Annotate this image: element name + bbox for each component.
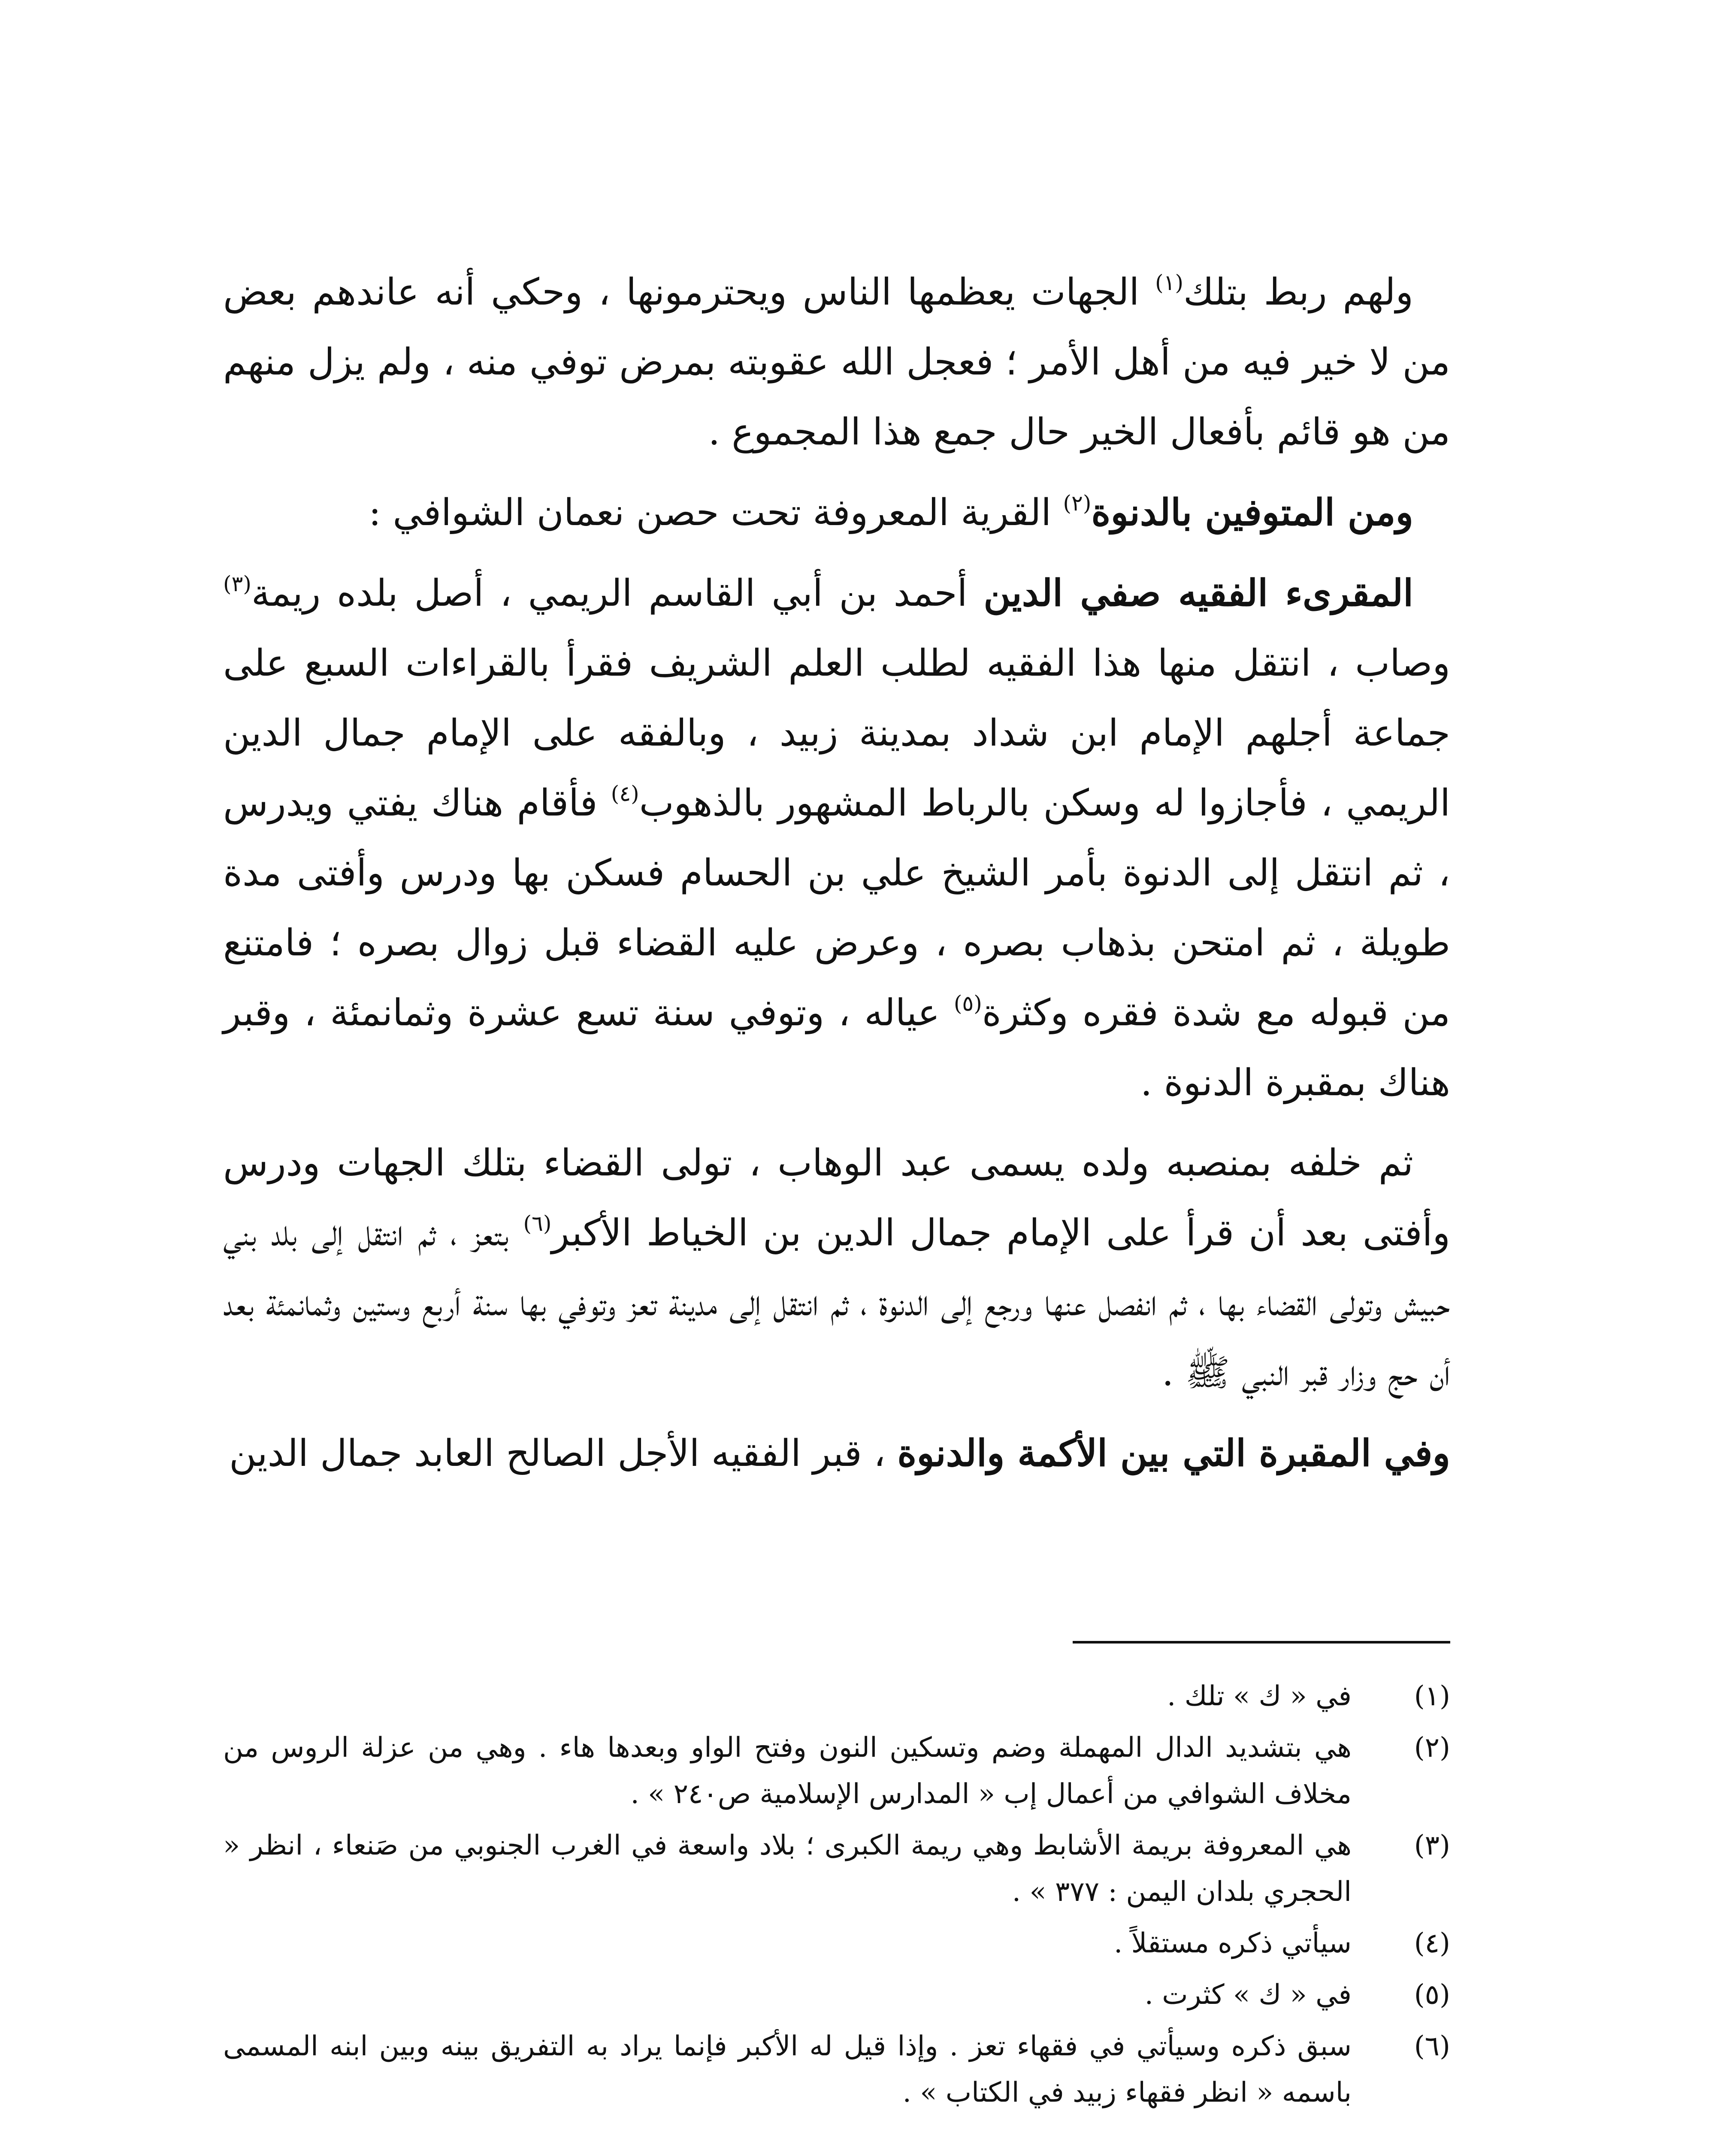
paragraph-3-text-a: أحمد بن أبي القاسم الريمي ، أصل بلده ريمة bbox=[251, 572, 984, 615]
paragraph-2 bbox=[223, 477, 1450, 548]
footnote-text: في « ك » تلك . bbox=[1167, 1680, 1352, 1712]
footnotes-section bbox=[223, 1673, 1450, 2121]
footnote-ref-6: (٦) bbox=[523, 1211, 552, 1236]
footnote-ref-1: (١) bbox=[1155, 270, 1183, 295]
footnote-text: سيأتي ذكره مستقلاً . bbox=[1113, 1927, 1352, 1959]
footnote-4 bbox=[223, 1920, 1450, 1967]
paragraph-1-text-b: الجهات يعظمها الناس ويحترمونها ، وحكي أنه عاندهم بعض من لا خير فيه من أهل الأمر ؛ فعجل الله عقوبته بمرض توفي منه ، ولم يزل منهم من هو قائم بأفعال الخير حال جمع هذا المجموع . bbox=[223, 271, 1450, 453]
paragraph-1 bbox=[223, 257, 1450, 467]
footnote-1 bbox=[223, 1673, 1450, 1719]
footnote-2 bbox=[223, 1725, 1450, 1817]
footnote-number: (٥) bbox=[1414, 1979, 1450, 2011]
paragraph-3-heading: المقرىء الفقيه صفي الدين bbox=[983, 571, 1413, 615]
footnote-text: هي المعروفة بريمة الأشابط وهي ريمة الكبرى ؛ بلاد واسعة في الغرب الجنوبي من صَنعاء ، انظر « الحجري بلدان اليمن : ٣٧٧ » . bbox=[223, 1830, 1352, 1908]
paragraph-3-text-b: وصاب ، انتقل منها هذا الفقيه لطلب العلم الشريف فقرأ بالقراءات السبع على جماعة أجلهم الإمام ابن شداد بمدينة زبيد ، وبالفقه على الإمام جمال الدين الريمي ، فأجازوا له وسكن بالرباط المشهور بالذهوب bbox=[223, 642, 1450, 825]
footnote-number: (٢) bbox=[1414, 1732, 1450, 1764]
paragraph-3 bbox=[223, 558, 1450, 1118]
footnote-ref-4: (٤) bbox=[611, 781, 639, 806]
paragraph-5 bbox=[223, 1418, 1450, 1489]
paragraph-5-text: ، قبر الفقيه الأجل الصالح العابد جمال الدين bbox=[229, 1432, 898, 1475]
footnote-ref-3: (٣) bbox=[223, 571, 251, 596]
paragraph-5-heading: وفي المقبرة التي بين الأكمة والدنوة bbox=[897, 1432, 1450, 1475]
paragraph-3-text-c: فأقام هناك يفتي ويدرس ، ثم انتقل إلى الدنوة بأمر الشيخ علي بن الحسام فسكن بها ودرس وأفتى مدة طويلة ، ثم امتحن بذهاب بصره ، وعرض عليه القضاء قبل زوال بصره ؛ فامتنع من قبوله مع شدة فقره وكثرة bbox=[223, 782, 1450, 1034]
footnote-text: في « ك » كثرت . bbox=[1144, 1979, 1352, 2011]
footnote-divider bbox=[1073, 1641, 1450, 1643]
paragraph-4 bbox=[223, 1128, 1450, 1408]
footnote-3 bbox=[223, 1822, 1450, 1915]
footnote-6 bbox=[223, 2023, 1450, 2116]
paragraph-3-text-d: عياله ، وتوفي سنة تسع عشرة وثمانمئة ، وقبر هناك بمقبرة الدنوة . bbox=[223, 991, 1450, 1104]
footnote-number: (٣) bbox=[1414, 1830, 1450, 1861]
paragraph-4-text-a: ثم خلفه بمنصبه ولده يسمى عبد الوهاب ، تولى القضاء بتلك الجهات ودرس وأفتى بعد أن قرأ على الإمام جمال الدين بن الخياط الأكبر bbox=[223, 1142, 1451, 1254]
paragraph-4-text-b: بتعز ، ثم انتقل إلى بلد بني حبيش وتولى القضاء بها ، ثم انفصل عنها ورجع إلى الدنوة ، ثم انتقل إلى مدينة تعز وتوفي بها سنة أربع وستين وثمانمئة بعد أن حج وزار قبر النبي ﷺ . bbox=[223, 1211, 1450, 1394]
footnote-ref-2: (٢) bbox=[1063, 491, 1092, 516]
footnote-number: (١) bbox=[1414, 1680, 1450, 1712]
footnote-5 bbox=[223, 1972, 1450, 2018]
paragraph-2-heading: ومن المتوفين بالدنوة bbox=[1091, 491, 1413, 534]
main-text bbox=[223, 257, 1450, 1489]
footnote-number: (٦) bbox=[1414, 2030, 1450, 2062]
footnote-text: سبق ذكره وسيأتي في فقهاء تعز . وإذا قيل له الأكبر فإنما يراد به التفريق بينه وبين ابنه المسمى باسمه « انظر فقهاء زبيد في الكتاب » . bbox=[223, 2030, 1352, 2109]
footnote-number: (٤) bbox=[1414, 1927, 1450, 1959]
paragraph-1-text-a: ولهم ربط بتلك bbox=[1183, 271, 1414, 314]
footnote-ref-5: (٥) bbox=[953, 991, 982, 1016]
footnote-text: هي بتشديد الدال المهملة وضم وتسكين النون وفتح الواو وبعدها هاء . وهي من عزلة الروس من مخلاف الشوافي من أعمال إب « المدارس الإسلامية ص٢٤٠ » . bbox=[223, 1732, 1352, 1810]
paragraph-2-text: القرية المعروفة تحت حصن نعمان الشوافي : bbox=[369, 491, 1063, 534]
